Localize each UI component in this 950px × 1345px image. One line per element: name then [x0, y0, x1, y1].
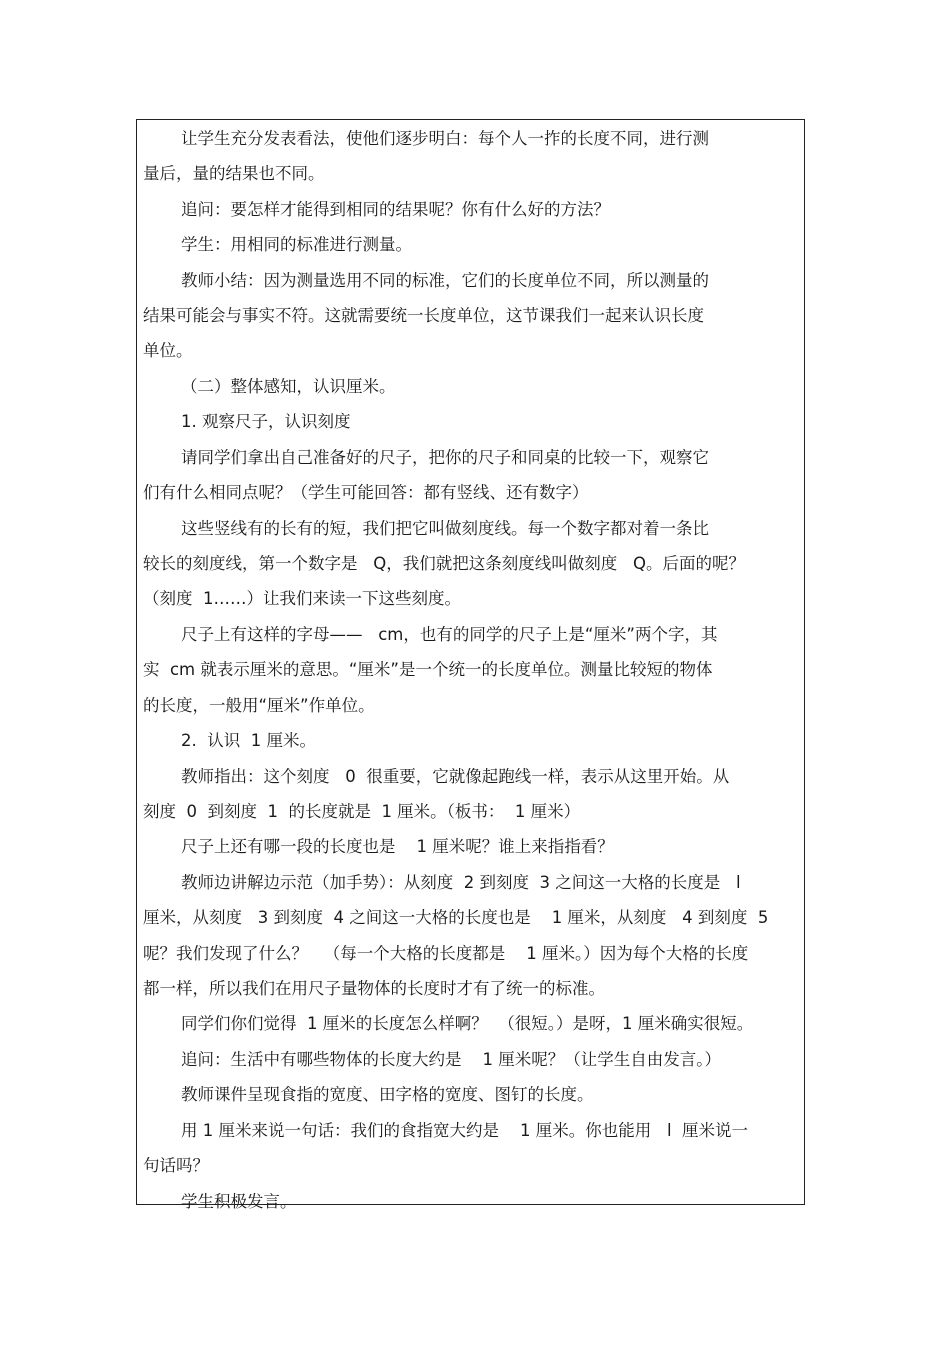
- text-line-20: 刻度 0 到刻度 1 的长度就是 1 厘米。（板书： 1 厘米）: [143, 802, 581, 821]
- text-line-31: 学生积极发言。: [181, 1192, 297, 1211]
- text-line-28: 教师课件呈现食指的宽度、田字格的宽度、图钉的长度。: [181, 1085, 594, 1104]
- subsection-heading-1: 1. 观察尺子，认识刻度: [181, 412, 351, 431]
- text-line-2: 量后，量的结果也不同。: [143, 164, 325, 183]
- text-line-5: 教师小结：因为测量选用不同的标准，它们的长度单位不同，所以测量的: [181, 271, 709, 290]
- text-line-12: 这些竖线有的长有的短，我们把它叫做刻度线。每一个数字都对着一条比: [181, 519, 709, 538]
- text-line-1: 让学生充分发表看法，使他们逐步明白：每个人一拃的长度不同，进行测: [181, 129, 709, 148]
- text-line-29: 用 1 厘米来说一句话：我们的食指宽大约是 1 厘米。你也能用 l 厘米说一: [181, 1121, 749, 1140]
- text-line-13: 较长的刻度线，第一个数字是 Q，我们就把这条刻度线叫做刻度 Q。后面的呢？: [143, 554, 745, 573]
- text-line-21: 尺子上还有哪一段的长度也是 1 厘米呢？谁上来指指看？: [181, 837, 614, 856]
- text-line-24: 呢？我们发现了什么？ （每一个大格的长度都是 1 厘米。）因为每个大格的长度: [143, 944, 749, 963]
- text-line-22: 教师边讲解边示范（加手势）：从刻度 2 到刻度 3 之间这一大格的长度是 l: [181, 873, 741, 892]
- text-line-3: 追问：要怎样才能得到相同的结果呢？你有什么好的方法？: [181, 200, 610, 219]
- text-line-17: 的长度，一般用“厘米”作单位。: [143, 696, 375, 715]
- text-line-10: 请同学们拿出自己准备好的尺子，把你的尺子和同桌的比较一下，观察它: [181, 448, 709, 467]
- text-line-23: 厘米，从刻度 3 到刻度 4 之间这一大格的长度也是 1 厘米，从刻度 4 到刻度 5: [143, 908, 769, 927]
- text-line-25: 都一样，所以我们在用尺子量物体的长度时才有了统一的标准。: [143, 979, 605, 998]
- subsection-heading-2: 2. 认识 1 厘米。: [181, 731, 316, 750]
- text-line-14: （刻度 1……）让我们来读一下这些刻度。: [143, 589, 461, 608]
- text-line-4: 学生：用相同的标准进行测量。: [181, 235, 412, 254]
- text-line-11: 们有什么相同点呢？（学生可能回答：都有竖线、还有数字）: [143, 483, 589, 502]
- text-line-15: 尺子上有这样的字母—— cm，也有的同学的尺子上是“厘米”两个字，其: [181, 625, 718, 644]
- text-line-6: 结果可能会与事实不符。这就需要统一长度单位，这节课我们一起来认识长度: [143, 306, 704, 325]
- section-heading: （二）整体感知，认识厘米。: [181, 377, 396, 396]
- text-line-7: 单位。: [143, 341, 193, 360]
- text-line-27: 追问：生活中有哪些物体的长度大约是 1 厘米呢？（让学生自由发言。）: [181, 1050, 721, 1069]
- text-line-26: 同学们你们觉得 1 厘米的长度怎么样啊？ （很短。）是呀，1 厘米确实很短。: [181, 1014, 754, 1033]
- text-line-30: 句话吗？: [143, 1156, 209, 1175]
- text-line-16: 实 cm 就表示厘米的意思。“厘米”是一个统一的长度单位。测量比较短的物体: [143, 660, 713, 679]
- text-line-19: 教师指出：这个刻度 0 很重要，它就像起跑线一样，表示从这里开始。从: [181, 767, 730, 786]
